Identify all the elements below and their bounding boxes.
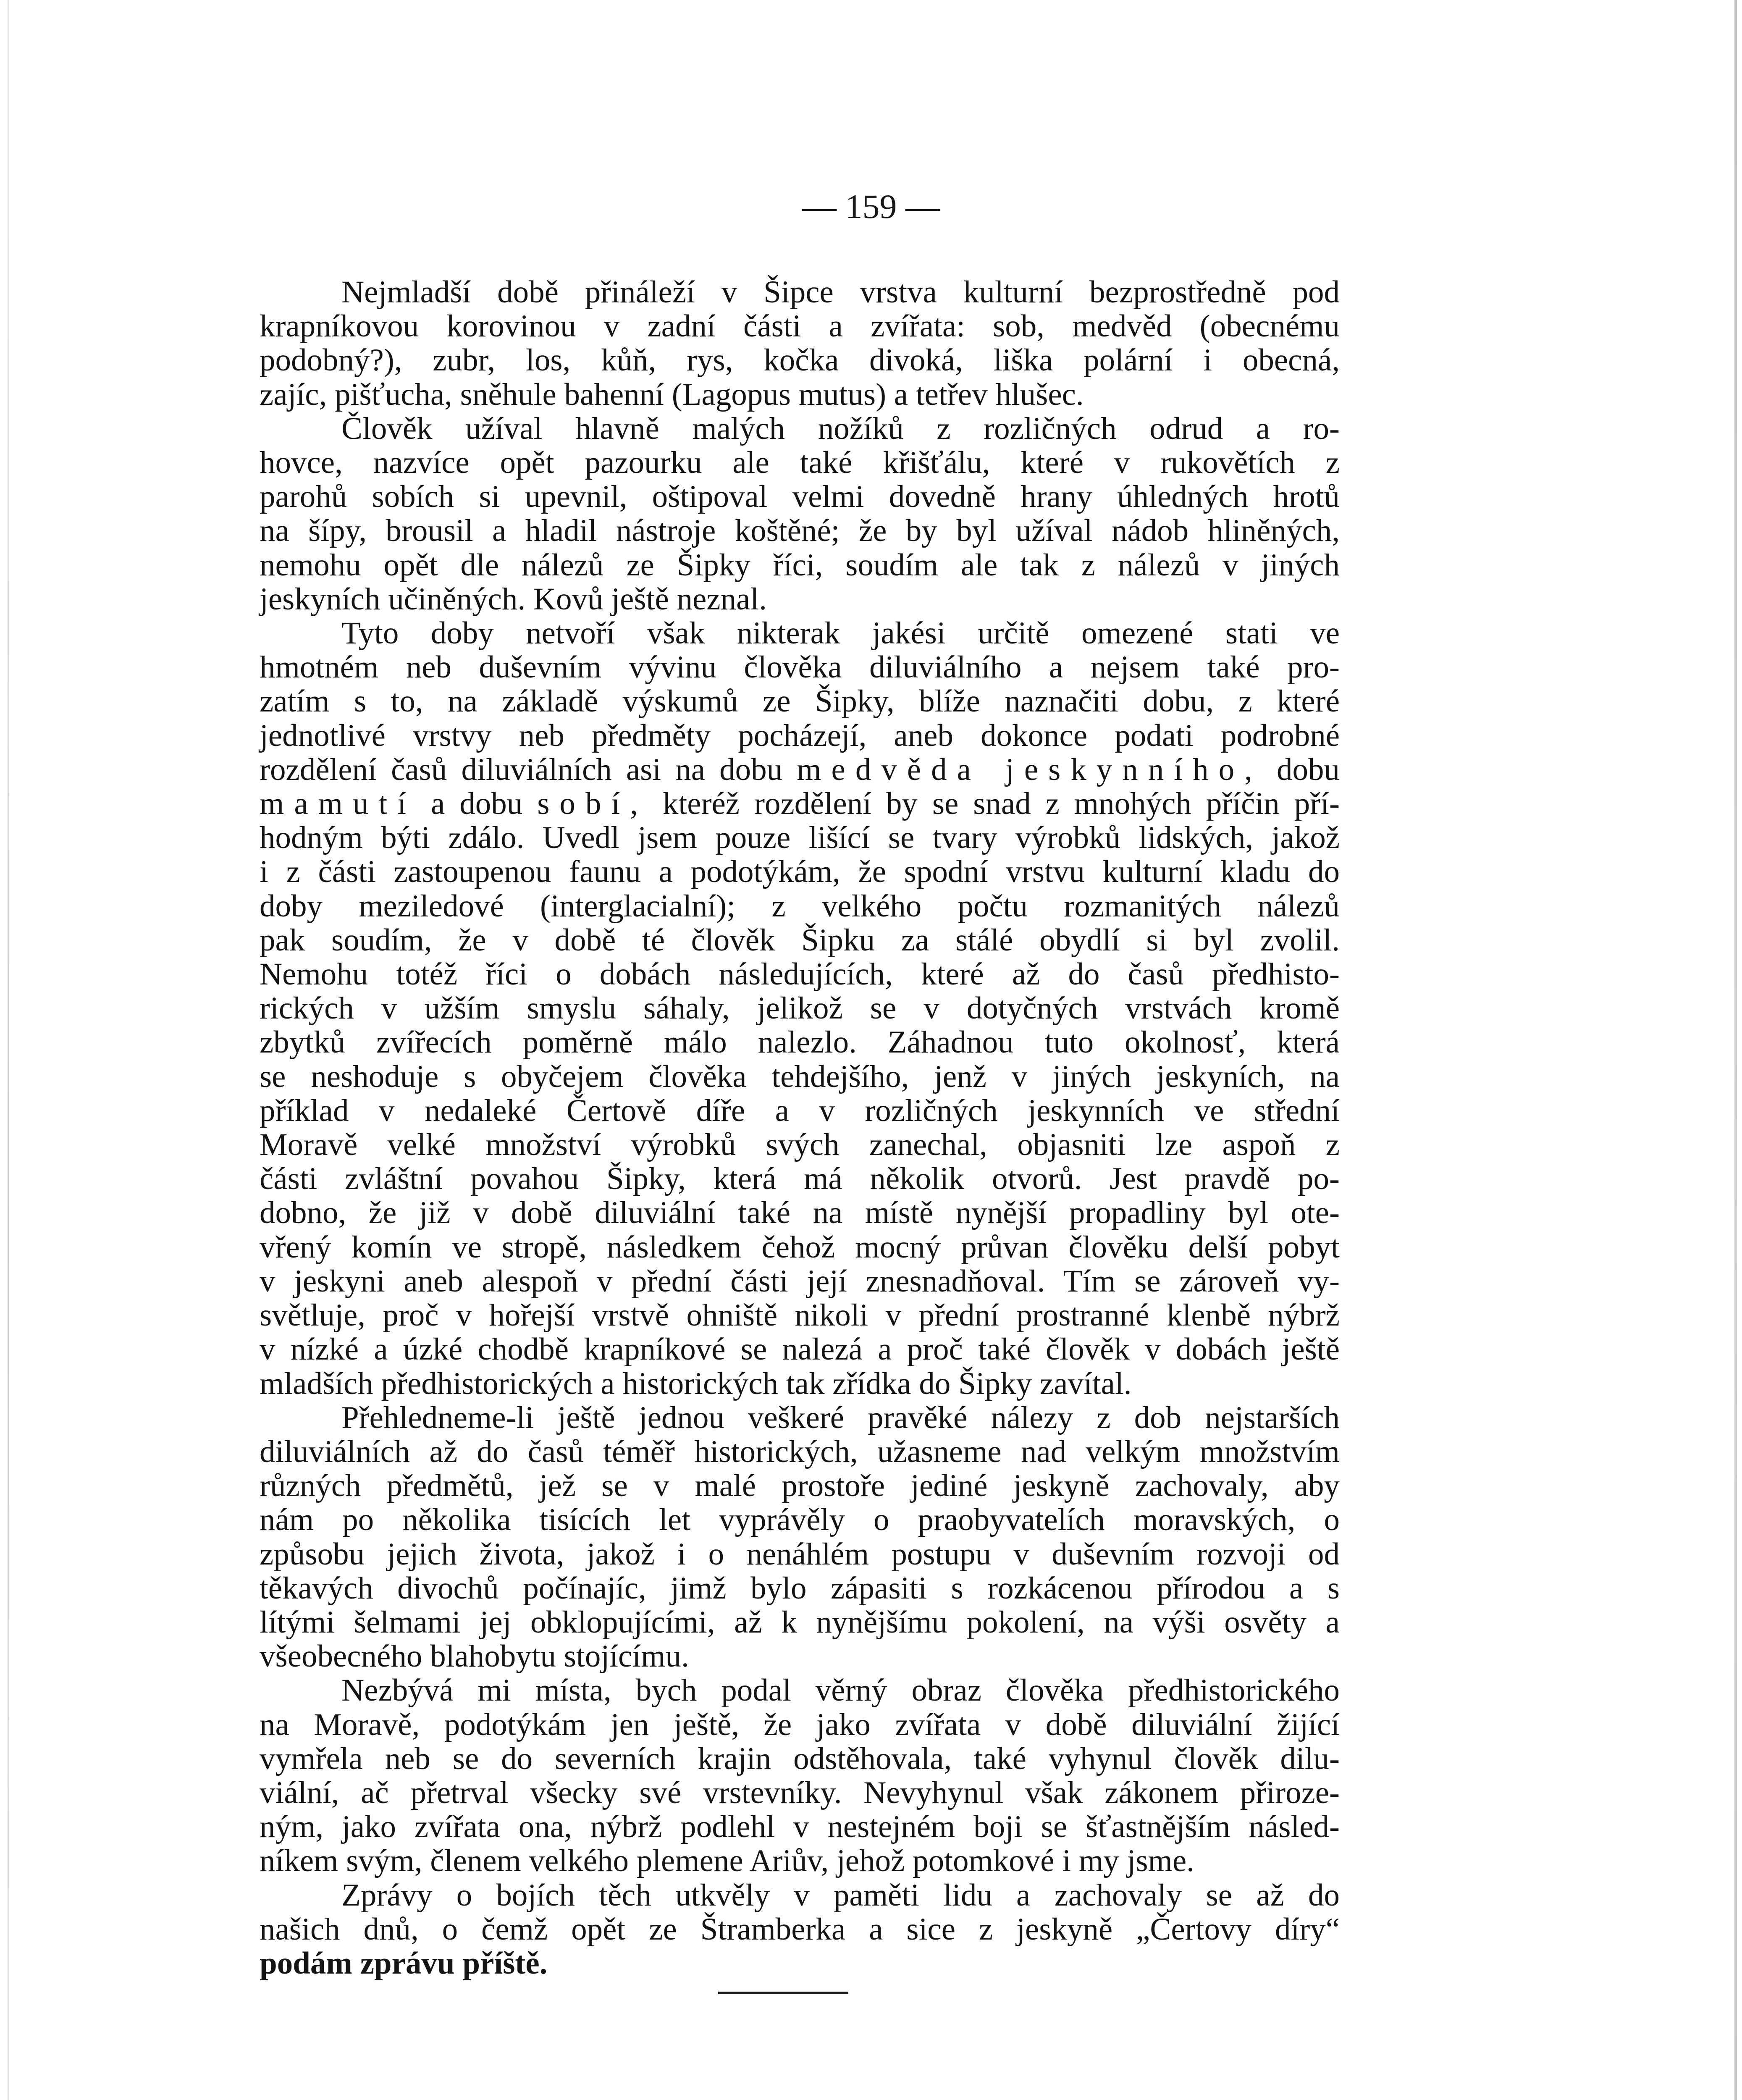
text-line: níkem svým, členem velkého plemene Ariův, jehož potomkové i my jsme. [260,1843,1194,1879]
paragraph [260,412,1340,616]
end-rule [718,1992,848,1994]
text-line: nám po několika tisících let vyprávěly o praobyvatelích moravských, o [260,1502,1340,1538]
text-line: jeskyních učiněných. Kovů ještě neznal. [260,581,767,617]
text-line: Moravě velké množství výrobků svých zanechal, objasniti lze aspoň z [260,1127,1340,1163]
text-line: mladších předhistorických a historických tak zřídka do Šipky zavítal. [260,1366,1132,1401]
text-line: hovce, nazvíce opět pazourku ale také křišťálu, které v rukovětích z [260,445,1340,480]
text-line: Člověk užíval hlavně malých nožíků z rozličných odrud a ro- [341,411,1340,446]
text-line: příklad v nedaleké Čertově díře a v rozličných jeskynních ve střední [260,1093,1340,1128]
text-fragment: dobu [1262,752,1340,787]
scan-edge-left [8,0,9,2100]
text-fragment: rozdělení časů diluviálních asi na dobu [260,752,797,787]
text-line: ným, jako zvířata ona, nýbrž podlehl v nestejném boji se šťastnějším násled- [260,1809,1340,1845]
text-line: podám zprávu příště. [260,1945,548,1981]
text-line: hodným býti zdálo. Uvedl jsem pouze lišící se tvary výrobků lidských, jakož [260,820,1340,856]
paragraph [260,1673,1340,1878]
text-line: v nízké a úzké chodbě krapníkové se nalezá a proč také člověk v dobách ještě [260,1332,1340,1367]
spaced-term-mammoth: mamutí [260,786,417,822]
text-line: jednotlivé vrstvy neb předměty pocházejí, aneb dokonce podati podrobné [260,718,1340,753]
text-line: podobný?), zubr, los, kůň, rys, kočka divoká, liška polární i obecná, [260,343,1340,378]
text-line: diluviálních až do časů téměř historických, užasneme nad velkým množstvím [260,1434,1340,1469]
text-line: na šípy, brousil a hladil nástroje koštěné; že by byl užíval nádob hliněných, [260,513,1340,549]
text-line: doby meziledové (interglacialní); z velkého počtu rozmanitých nálezů [260,888,1340,924]
text-line: různých předmětů, jež se v malé prostoře jediné jeskyně zachovaly, aby [260,1468,1340,1504]
text-line: Tyto doby netvoří však nikterak jakési určitě omezené stati ve [341,616,1340,651]
text-line: Přehledneme-li ještě jednou veškeré pravěké nálezy z dob nejstarších [341,1400,1340,1435]
text-line: vřený komín ve stropě, následkem čehož mocný průvan člověku delší pobyt [260,1229,1340,1265]
scan-edge-right [1734,0,1737,2100]
text-line: světluje, proč v hořejší vrstvě ohniště nikoli v přední prostranné klenbě nýbrž [260,1298,1340,1333]
text-line: i z části zastoupenou faunu a podotýkám, že spodní vrstvu kulturní kladu do [260,854,1340,890]
text-line: našich dnů, o čemž opět ze Štramberka a sice z jeskyně „Čertovy díry“ [260,1911,1340,1947]
text-line: viální, ač přetrval všecky své vrstevníky. Nevyhynul však zákonem přiroze- [260,1775,1340,1810]
text-line: hmotném neb duševním vývinu člověka diluviálního a nejsem také pro- [260,650,1340,685]
text-line: na Moravě, podotýkám jen ještě, že jako zvířata v době diluviální žijící [260,1707,1340,1742]
text-line: Nezbývá mi místa, bych podal věrný obraz člověka předhistorického [341,1673,1340,1708]
spaced-term-reindeer: sobí, [537,786,648,822]
text-fragment: kteréž rozdělení by se snad z mnohých příčin pří- [648,786,1340,822]
text-line [260,787,1340,821]
paragraph [260,1878,1340,1981]
text-line: dobno, že již v době diluviální také na místě nynější propadliny byl ote- [260,1195,1340,1231]
text-line: se neshoduje s obyčejem člověka tehdejšího, jenž v jiných jeskyních, na [260,1059,1340,1094]
text-line: pak soudím, že v době té člověk Šipku za stálé obydlí si byl zvolil. [260,922,1340,958]
text-line: všeobecného blahobytu stojícímu. [260,1639,689,1674]
text-line: těkavých divochů počínajíc, jimž bylo zápasiti s rozkácenou přírodou a s [260,1570,1340,1606]
text-line: vymřela neb se do severních krajin odstěhovala, také vyhynul člověk dilu- [260,1741,1340,1776]
text-line: zajíc, pišťucha, sněhule bahenní (Lagopus mutus) a tetřev hlušec. [260,377,1084,412]
text-line: rických v užším smyslu sáhaly, jelikož se v dotyčných vrstvách kromě [260,991,1340,1026]
paragraph [260,1401,1340,1674]
text-line: lítými šelmami jej obklopujícími, až k nynějšímu pokolení, na výši osvěty a [260,1604,1340,1640]
text-line: zbytků zvířecích poměrně málo nalezlo. Záhadnou tuto okolnosť, která [260,1025,1340,1060]
text-line: způsobu jejich života, jakož i o nenáhlém postupu v duševním rozvoji od [260,1536,1340,1572]
text-line: parohů sobích si upevnil, oštipoval velmi dovedně hrany úhledných hrotů [260,479,1340,514]
text-line: Nejmladší době přináleží v Šipce vrstva kulturní bezprostředně pod [341,275,1340,310]
text-line: Zprávy o bojích těch utkvěly v paměti lidu a zachovaly se až do [341,1877,1340,1913]
text-fragment: a dobu [416,786,538,822]
paragraph [260,616,1340,1401]
text-line: v jeskyni aneb alespoň v přední části její znesnadňoval. Tím se zároveň vy- [260,1263,1340,1299]
page-number: — 159 — [802,187,940,226]
paragraph [260,275,1340,412]
text-line: krapníkovou korovinou v zadní části a zvířata: sob, medvěd (obecnému [260,309,1340,344]
text-line: zatím s to, na základě výskumů ze Šipky, blíže naznačiti dobu, z které [260,684,1340,719]
spaced-term-bear: medvěda jeskynního, [797,752,1262,787]
body-text [260,275,1340,1980]
text-line [260,753,1340,787]
text-line: nemohu opět dle nálezů ze Šipky říci, soudím ale tak z nálezů v jiných [260,547,1340,583]
text-line: části zvláštní povahou Šipky, která má několik otvorů. Jest pravdě po- [260,1161,1340,1197]
text-line: Nemohu totéž říci o dobách následujících, které až do časů předhisto- [260,957,1340,992]
